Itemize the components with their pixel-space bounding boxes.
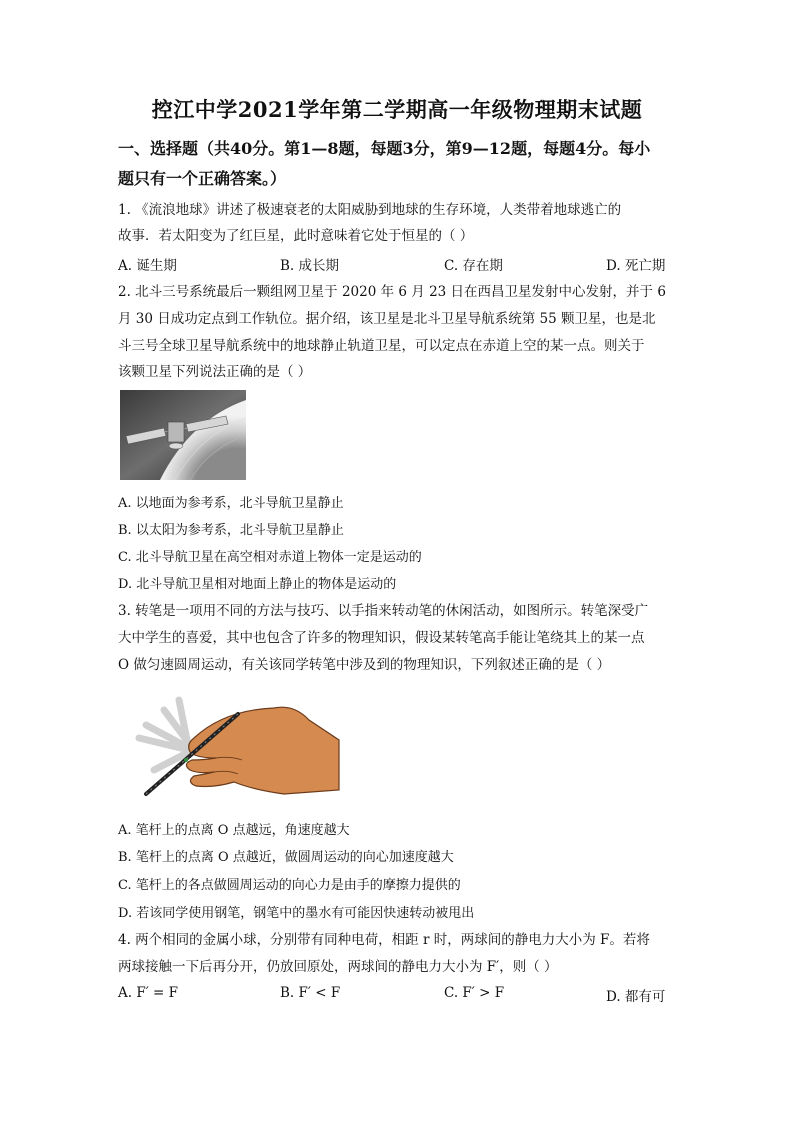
q1-stem-line-2: 故事．若太阳变为了红巨星，此时意味着它处于恒星的（ ） (118, 228, 474, 244)
q2-stem-line-3: 斗三号全球卫星导航系统中的地球静止轨道卫星，可以定点在赤道上空的某一点。则关于 (118, 338, 645, 354)
q1-option-b: B. 成长期 (280, 258, 340, 274)
q3-option-c: C. 笔杆上的各点做圆周运动的向心力是由手的摩擦力提供的 (118, 878, 461, 893)
q4-option-d: D. 都有可 (606, 989, 666, 1005)
q2-option-b: B. 以太阳为参考系，北斗导航卫星静止 (118, 523, 344, 538)
q4-options (118, 985, 674, 1005)
q2-stem-line-2: 月 30 日成功定点到工作轨位。据介绍，该卫星是北斗卫星导航系统第 55 颗卫星，也是北 (118, 311, 656, 327)
q2-option-d: D. 北斗导航卫星相对地面上静止的物体是运动的 (118, 577, 397, 592)
q3-option-b: B. 笔杆上的点离 O 点越近，做圆周运动的向心加速度越大 (118, 850, 454, 865)
q4-stem-line-2: 两球接触一下后再分开，仍放回原处，两球间的静电力大小为 F′，则（ ） (118, 959, 558, 975)
q2-option-c: C. 北斗导航卫星在高空相对赤道上物体一定是运动的 (118, 550, 422, 565)
section-header-line-1: 一、选择题（共40分。第1—8题，每题3分，第9—12题，每题4分。每小 (118, 139, 651, 158)
satellite-image (120, 390, 246, 480)
q4-option-c: C. F′ > F (444, 985, 505, 1001)
q2-option-a: A. 以地面为参考系，北斗导航卫星静止 (118, 496, 344, 511)
q4-option-b: B. F′ < F (280, 985, 341, 1001)
q3-stem-line-3: O 做匀速圆周运动，有关该同学转笔中涉及到的物理知识，下列叙述正确的是（ ） (118, 657, 611, 673)
q3-stem-line-2: 大中学生的喜爱，其中也包含了许多的物理知识，假设某转笔高手能让笔绕其上的某一点 (118, 630, 645, 646)
q1-options (118, 254, 674, 274)
pen-spinning-hand-image (134, 690, 344, 800)
q3-option-d: D. 若该同学使用钢笔，钢笔中的墨水有可能因快速转动被甩出 (118, 906, 475, 921)
q1-option-a: A. 诞生期 (118, 258, 177, 274)
q2-stem-line-1: 2. 北斗三号系统最后一颗组网卫星于 2020 年 6 月 23 日在西昌卫星发射中心发射，并于 6 (118, 284, 666, 300)
q1-option-c: C. 存在期 (444, 258, 503, 274)
q4-stem-line-1: 4. 两个相同的金属小球，分别带有同种电荷，相距 r 时，两球间的静电力大小为 F。若将 (118, 932, 650, 948)
section-header-line-2: 题只有一个正确答案。） (118, 169, 287, 188)
q1-stem-line-1: 1. 《流浪地球》讲述了极速衰老的太阳威胁到地球的生存环境，人类带着地球逃亡的 (118, 202, 622, 218)
q3-stem-line-1: 3. 转笔是一项用不同的方法与技巧、以手指来转动笔的休闲活动，如图所示。转笔深受广 (118, 603, 649, 619)
q4-option-a: A. F′ = F (118, 985, 179, 1001)
q2-stem-line-4: 该颗卫星下列说法正确的是（ ） (118, 364, 312, 380)
q1-option-d: D. 死亡期 (606, 258, 666, 274)
page-title: 控江中学2021学年第二学期高一年级物理期末试题 (151, 97, 643, 122)
q3-option-a: A. 笔杆上的点离 O 点越远，角速度越大 (118, 823, 350, 838)
